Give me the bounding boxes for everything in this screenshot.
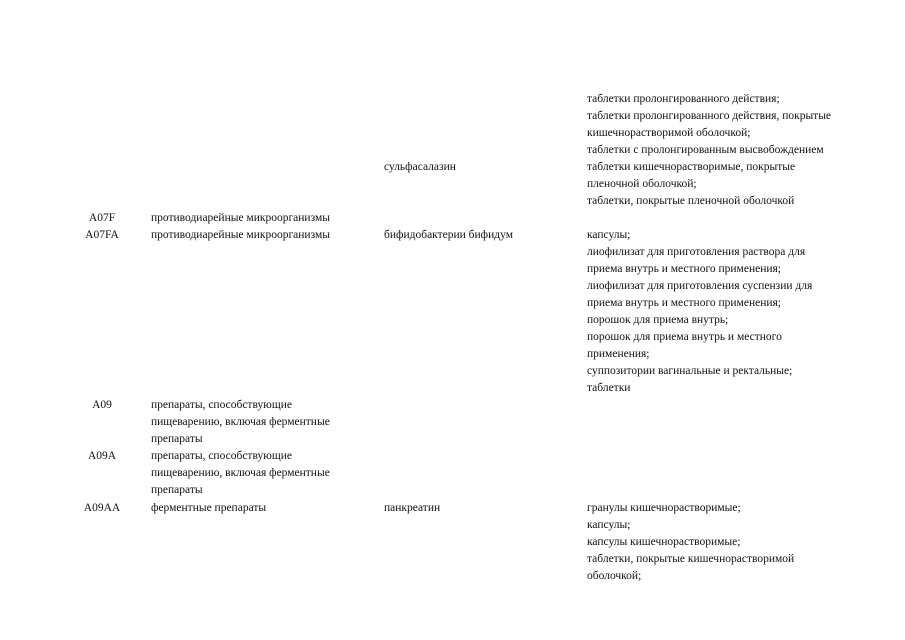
atc-group-line: препараты, способствующие	[151, 399, 292, 411]
dosage-form-line: капсулы кишечнорастворимые;	[587, 536, 741, 548]
atc-code-cell: A09A	[87, 450, 117, 462]
dosage-form-line: порошок для приема внутрь и местного	[587, 331, 782, 343]
atc-group-cell	[151, 227, 366, 244]
atc-code-cell: A07FA	[85, 229, 119, 241]
atc-group-cell	[151, 397, 366, 448]
atc-group-cell	[151, 500, 366, 517]
dosage-form-line: лиофилизат для приготовления суспензии для	[587, 280, 813, 292]
dosage-form-line: таблетки	[587, 382, 631, 394]
atc-group-line: противодиарейные микроорганизмы	[151, 212, 330, 224]
drug-name-cell: сульфасалазин	[384, 161, 456, 173]
drug-name-cell: панкреатин	[384, 502, 441, 514]
drug-name-cell: бифидобактерии бифидум	[384, 229, 514, 241]
dosage-form-line: таблетки пролонгированного действия, покрытые	[587, 110, 832, 122]
atc-group-line: препараты, способствующие	[151, 450, 292, 462]
dosage-form-line: порошок для приема внутрь;	[587, 314, 729, 326]
dosage-form-line: приема внутрь и местного применения;	[587, 263, 781, 275]
dosage-forms-cell	[587, 91, 887, 159]
dosage-form-line: оболочкой;	[587, 570, 642, 582]
atc-code-cell: A09	[92, 399, 112, 411]
atc-group-cell	[151, 210, 366, 227]
dosage-form-line: капсулы;	[587, 519, 631, 531]
dosage-form-line: кишечнорастворимой оболочкой;	[587, 127, 751, 139]
atc-group-line: препараты	[151, 484, 203, 496]
dosage-form-line: приема внутрь и местного применения;	[587, 297, 781, 309]
dosage-form-line: пленочной оболочкой;	[587, 178, 697, 190]
dosage-forms-cell	[587, 500, 887, 585]
atc-group-line: пищеварению, включая ферментные	[151, 467, 330, 479]
dosage-form-line: применения;	[587, 348, 650, 360]
dosage-form-line: гранулы кишечнорастворимые;	[587, 502, 741, 514]
dosage-form-line: капсулы;	[587, 229, 631, 241]
dosage-forms-cell	[587, 227, 887, 397]
atc-group-line: пищеварению, включая ферментные	[151, 416, 330, 428]
atc-group-line: ферментные препараты	[151, 502, 267, 514]
dosage-form-line: таблетки, покрытые пленочной оболочкой	[587, 195, 795, 207]
dosage-form-line: таблетки с пролонгированным высвобождением	[587, 144, 824, 156]
atc-group-cell	[151, 448, 366, 499]
dosage-form-line: таблетки, покрытые кишечнорастворимой	[587, 553, 795, 565]
dosage-forms-cell	[587, 159, 887, 210]
dosage-form-line: суппозитории вагинальные и ректальные;	[587, 365, 793, 377]
atc-group-line: препараты	[151, 433, 203, 445]
dosage-form-line: таблетки кишечнорастворимые, покрытые	[587, 161, 796, 173]
dosage-form-line: таблетки пролонгированного действия;	[587, 93, 780, 105]
atc-code-cell: A09AA	[83, 502, 121, 514]
atc-code-cell: A07F	[88, 212, 116, 224]
atc-group-line: противодиарейные микроорганизмы	[151, 229, 330, 241]
dosage-form-line: лиофилизат для приготовления раствора для	[587, 246, 806, 258]
